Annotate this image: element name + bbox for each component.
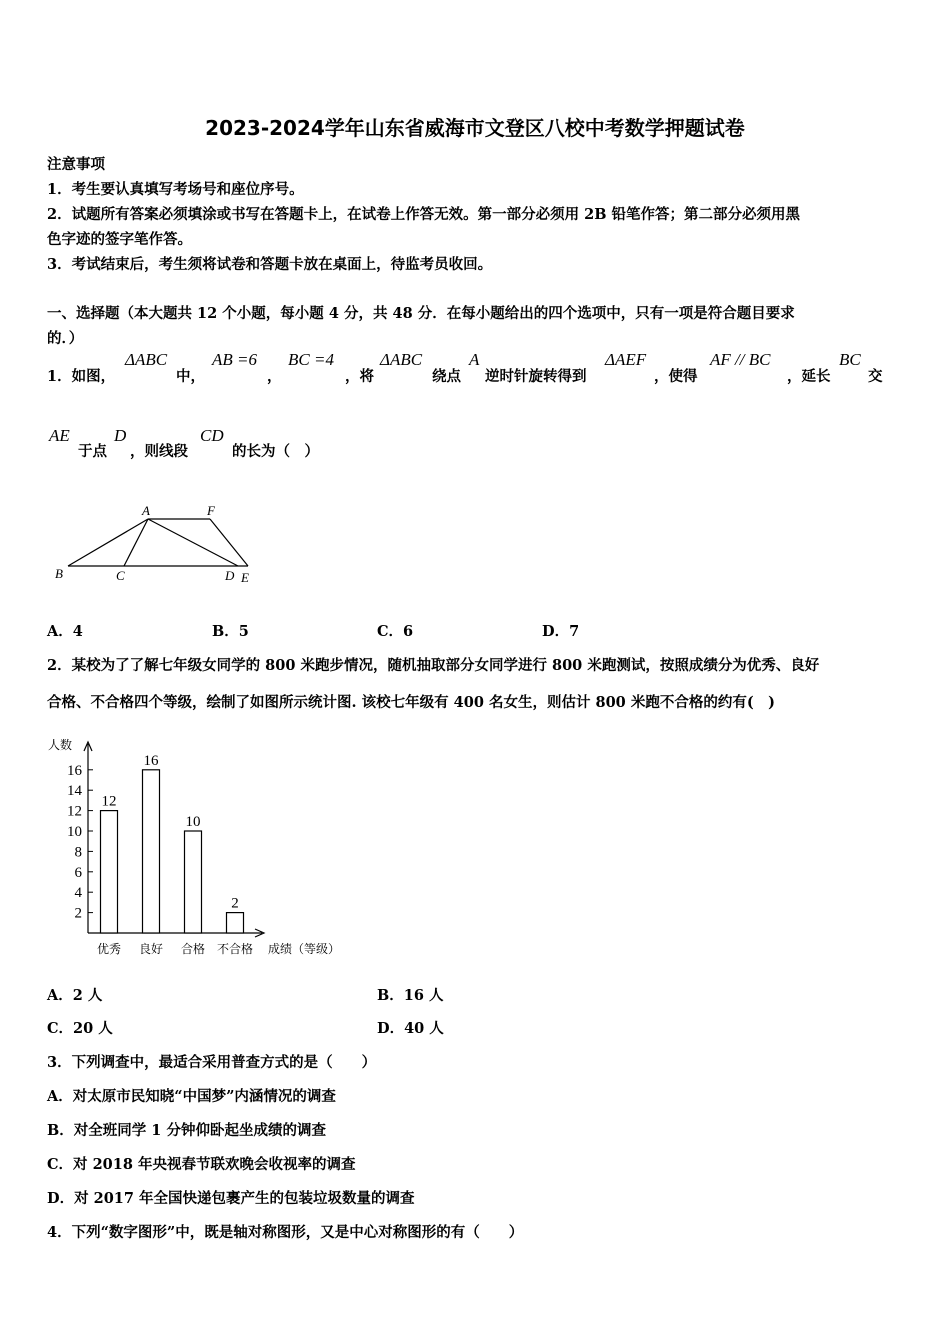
q1-number: 1．如图， — [47, 368, 116, 385]
y-tick-label: 6 — [74, 864, 82, 881]
q2-option-a: A．2 人 — [47, 987, 103, 1004]
q1-text-rao: 绕点 — [432, 368, 461, 385]
bar-value-label: 12 — [101, 793, 117, 810]
notice-item-3: 3．考试结束后，考生须将试卷和答题卡放在桌面上，待监考员收回。 — [47, 256, 493, 273]
q1-option-d: D．7 — [542, 623, 580, 640]
q1-text-shi: ，使得 — [654, 368, 698, 385]
bar-value-label: 16 — [143, 752, 159, 769]
q1-math-abc-2: ΔABC — [380, 350, 423, 369]
bar-2 — [143, 770, 160, 933]
x-category-label: 良好 — [138, 942, 164, 956]
bar-1 — [101, 811, 118, 933]
q1-text-yu: 于点 — [78, 443, 107, 460]
y-tick-label: 16 — [67, 762, 82, 779]
x-category-label: 不合格 — [216, 942, 254, 956]
q1-math-bc-2: BC — [839, 350, 861, 369]
q1-math-bc: BC =4 — [288, 350, 334, 369]
q4-stem: 4．下列“数字图形”中，既是轴对称图形，又是中心对称图形的有（ ） — [47, 1224, 524, 1241]
q2-option-c: C．20 人 — [47, 1020, 113, 1037]
label-c: C — [116, 568, 125, 583]
q1-text-jiao: 交 — [868, 368, 883, 385]
chart-x-axis-label: 成绩（等级） — [268, 942, 341, 956]
q1-comma: ， — [267, 368, 282, 385]
q1-geometry-figure — [40, 495, 270, 595]
q3-stem: 3．下列调查中，最适合采用普查方式的是（ ） — [47, 1054, 377, 1071]
label-a: A — [142, 503, 150, 518]
q1-math-aef: ΔAEF — [605, 350, 647, 369]
y-tick-label: 8 — [74, 844, 82, 861]
bar-4 — [227, 913, 244, 933]
segment-fe — [210, 519, 248, 566]
section-heading-cont: 的．） — [47, 330, 84, 347]
notice-heading: 注意事项 — [47, 156, 105, 173]
segment-ad — [148, 519, 238, 566]
q1-math-a: A — [469, 350, 480, 369]
figure-lines — [68, 519, 248, 566]
label-f: F — [207, 503, 215, 518]
q2-option-b: B．16 人 — [377, 987, 444, 1004]
q1-text-ze: ，则线段 — [130, 443, 188, 460]
q3-option-a: A．对太原市民知晓“中国梦”内涵情况的调查 — [47, 1088, 336, 1105]
y-tick-label: 12 — [67, 803, 82, 820]
bar-3 — [185, 831, 202, 933]
x-category-label: 合格 — [180, 942, 206, 956]
q1-text-chang: 的长为（ ） — [232, 443, 319, 460]
bar-value-label: 2 — [231, 895, 239, 912]
q2-stem-line2: 合格、不合格四个等级，绘制了如图所示统计图. 该校七年级有 400 名女生，则估计 800 米跑不合格的约有( ) — [47, 694, 776, 711]
q1-option-b: B．5 — [212, 623, 249, 640]
q1-text-ni: 逆时针旋转得到 — [485, 368, 587, 385]
q1-math-ab: AB =6 — [212, 350, 257, 369]
y-tick-label: 14 — [67, 783, 82, 800]
x-category-label: 优秀 — [96, 942, 122, 956]
notice-item-2-cont: 色字迹的签字笔作答。 — [47, 231, 192, 248]
q1-text-zhong: 中， — [176, 368, 205, 385]
q2-option-d: D．40 人 — [377, 1020, 444, 1037]
notice-item-1: 1．考生要认真填写考场号和座位序号。 — [47, 181, 304, 198]
bar-value-label: 10 — [185, 814, 201, 830]
q3-option-b: B．对全班同学 1 分钟仰卧起坐成绩的调查 — [47, 1122, 326, 1139]
q1-math-ae: AE — [49, 426, 70, 445]
q3-option-c: C．对 2018 年央视春节联欢晚会收视率的调查 — [47, 1156, 356, 1173]
q2-stem-line1: 2．某校为了了解七年级女同学的 800 米跑步情况，随机抽取部分女同学进行 800 米跑测试，按照成绩分为优秀、良好 — [47, 657, 820, 674]
notice-item-2: 2．试题所有答案必须填涂或书写在答题卡上，在试卷上作答无效。第一部分必须用 2B 铅笔作答；第二部分必须用黑 — [47, 206, 801, 223]
q1-math-cd: CD — [200, 426, 224, 445]
q1-math-d: D — [114, 426, 127, 445]
q2-bar-chart — [40, 732, 360, 967]
q1-math-abc: ΔABC — [125, 350, 168, 369]
q1-text-yan: ，延长 — [787, 368, 831, 385]
q1-option-a: A．4 — [47, 623, 83, 640]
y-tick-label: 2 — [74, 905, 82, 922]
label-e: E — [241, 570, 249, 585]
label-d: D — [225, 568, 235, 583]
section-heading: 一、选择题（本大题共 12 个小题，每小题 4 分，共 48 分．在每小题给出的四个选项中，只有一项是符合题目要求 — [47, 305, 795, 322]
q1-option-c: C．6 — [377, 623, 414, 640]
label-b: B — [55, 566, 63, 581]
y-tick-label: 4 — [74, 885, 82, 902]
y-tick-label: 10 — [67, 824, 82, 840]
exam-title: 2023-2024学年山东省威海市文登区八校中考数学押题试卷 — [205, 116, 745, 140]
chart-y-axis-label: 人数 — [48, 738, 73, 752]
q1-text-jiang: ，将 — [345, 368, 374, 385]
q1-math-af-parallel: AF // BC — [710, 350, 771, 369]
q3-option-d: D．对 2017 年全国快递包裹产生的包装垃圾数量的调查 — [47, 1190, 415, 1207]
